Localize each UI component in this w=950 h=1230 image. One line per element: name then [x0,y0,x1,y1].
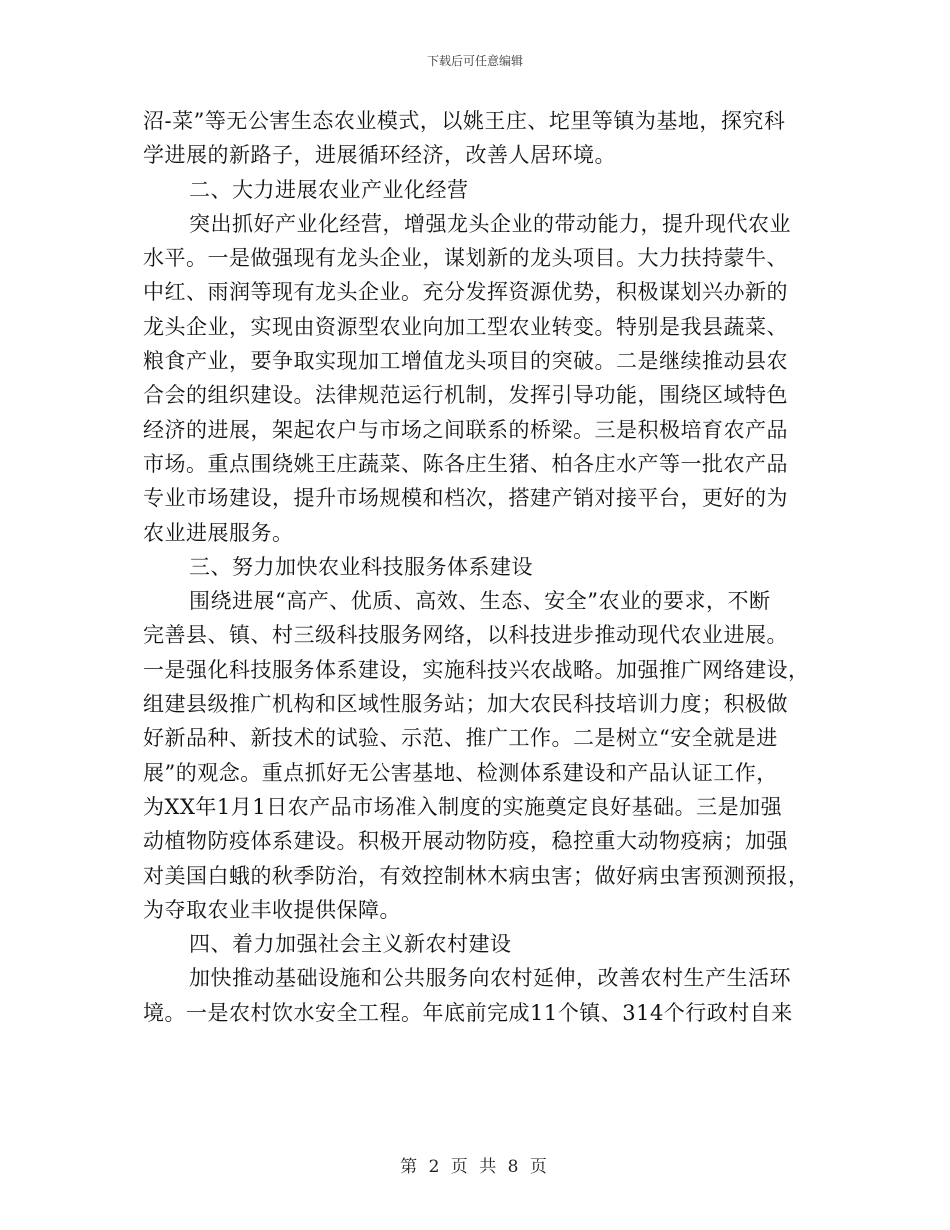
paragraph-line: 学进展的新路子，进展循环经济，改善人居环境。 [143,143,616,168]
paragraph-line: 好新品种、新技术的试验、示范、推广工作。二是树立“安全就是进 [143,726,778,751]
paragraph-line: 对美国白蛾的秋季防治，有效控制林木病虫害；做好病虫害预测预报， [143,863,810,888]
paragraph-line: 为夺取农业丰收提供保障。 [143,897,401,922]
paragraph-line: 一是强化科技服务体系建设，实施科技兴农战略。加强推广网络建设， [143,657,810,682]
paragraph-line: 中红、雨润等现有龙头企业。充分发挥资源优势，积极谋划兴办新的 [143,280,788,305]
paragraph-line: 为XX年1月1日农产品市场准入制度的实施奠定良好基础。三是加强 [143,794,783,819]
paragraph-line: 市场。重点围绕姚王庄蔬菜、陈各庄生猪、柏各庄水产等一批农产品 [143,451,788,476]
page-footer: 第 2 页 共 8 页 [400,1157,550,1177]
paragraph-line: 突出抓好产业化经营，增强龙头企业的带动能力，提升现代农业 [189,211,791,236]
paragraph-line: 境。一是农村饮水安全工程。年底前完成11个镇、314个行政村自来 [143,1000,793,1025]
paragraph-line: 粮食产业，要争取实现加工增值龙头项目的突破。二是继续推动县农 [143,349,788,374]
paragraph-line: 专业市场建设，提升市场规模和档次，搭建产销对接平台，更好的为 [143,486,788,511]
paragraph-line: 展”的观念。重点抓好无公害基地、检测体系建设和产品认证工作， [143,760,778,785]
paragraph-line: 动植物防疫体系建设。积极开展动物防疫，稳控重大动物疫病；加强 [143,829,788,854]
paragraph-line: 围绕进展“高产、优质、高效、生态、安全”农业的要求，不断 [189,589,771,614]
section-heading: 三、努力加快农业科技服务体系建设 [189,554,533,579]
document-body [143,104,813,1030]
paragraph-line: 完善县、镇、村三级科技服务网络，以科技进步推动现代农业进展。 [143,623,788,648]
paragraph-line: 经济的进展，架起农户与市场之间联系的桥梁。三是积极培育农产品 [143,417,788,442]
section-heading: 二、大力进展农业产业化经营 [189,177,469,202]
paragraph-line: 龙头企业，实现由资源型农业向加工型农业转变。特别是我县蔬菜、 [143,314,788,339]
paragraph-line: 加快推动基础设施和公共服务向农村延伸，改善农村生产生活环 [189,966,791,991]
section-heading: 四、着力加强社会主义新农村建设 [189,932,512,957]
page-header: 下载后可任意编辑 [426,54,523,68]
paragraph-line: 沼-菜”等无公害生态农业模式，以姚王庄、坨里等镇为基地，探究科 [143,109,786,133]
paragraph-line: 农业进展服务。 [143,520,294,545]
paragraph-line: 水平。一是做强现有龙头企业，谋划新的龙头项目。大力扶持蒙牛、 [143,246,788,271]
paragraph-line: 组建县级推广机构和区域性服务站；加大农民科技培训力度；积极做 [143,692,788,717]
paragraph-line: 合会的组织建设。法律规范运行机制，发挥引导功能，围绕区域特色 [143,383,788,408]
